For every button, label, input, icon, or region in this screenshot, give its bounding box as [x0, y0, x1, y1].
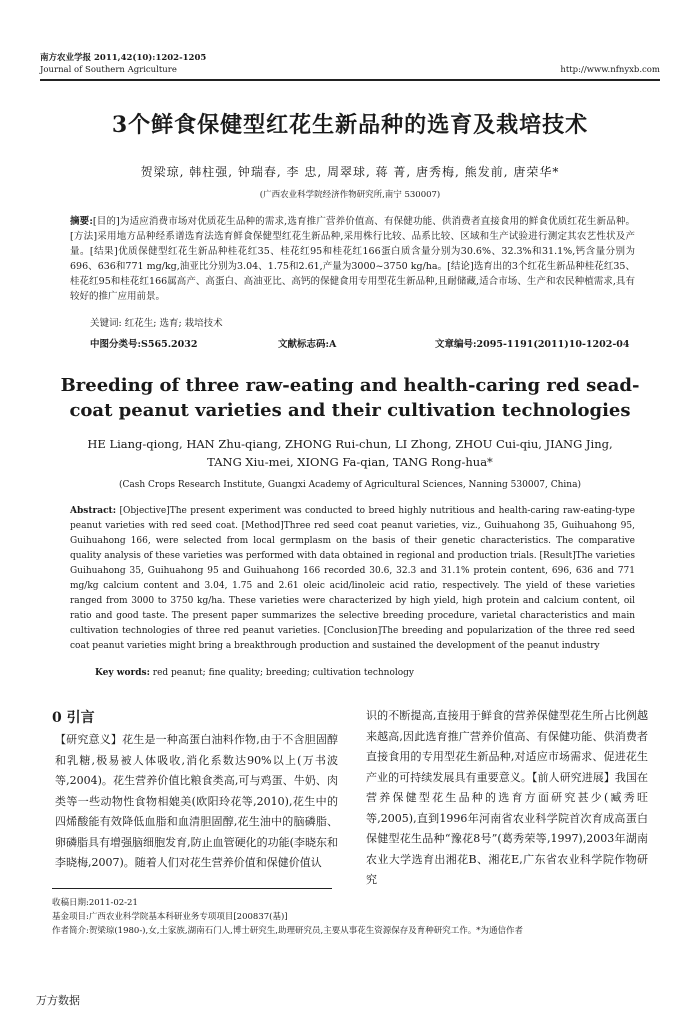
journal-volume: 2011,42(10):1202-1205 [93, 53, 207, 63]
abstract-en-label: Abstract: [70, 506, 117, 516]
journal-name-cn: 南方农业学报 [40, 53, 92, 63]
body-column-left: 【研究意义】花生是一种高蛋白油料作物,由于不含胆固醇和乳糖,极易被人体吸收,消化系数达90%以上(万书波等,2004)。花生营养价值比粮食类高,可与鸡蛋、牛奶、肉类等一些动物性食物相媲美(欧阳玲花等,2010),花生中的四烯酸能有效降低血脂和血清胆固醇,花生油中的脑磷脂、卵磷脂具有增强脑细胞发育,防止血管硬化的功能(李晓东和李晓梅,2007)。随着人们对花生营养价值和保健价值认 [55, 733, 338, 869]
paper-title-cn: 3个鲜食保健型红花生新品种的选育及栽培技术 [111, 112, 589, 138]
keywords-en-text: red peanut; fine quality; breeding; cultivation technology [152, 668, 415, 678]
footnote-divider [52, 888, 332, 889]
author-list-en: HE Liang-qiong, HAN Zhu-qiang, ZHONG Rui-chun, LI Zhong, ZHOU Cui-qiu, JIANG Jing, TANG Xiu-mei, XIONG Fa-qian, TANG Rong-hua* [87, 437, 613, 469]
fund-info: 基金项目:广西农业科学院基本科研业务专项项目[200837(基)] [52, 912, 288, 922]
affiliation-en: (Cash Crops Research Institute, Guangxi Academy of Agricultural Sciences, Nanning 530007, China) [119, 480, 581, 490]
keywords-en [95, 668, 635, 678]
keywords-cn: 关键词: 红花生; 选育; 栽培技术 [90, 318, 223, 329]
running-header [40, 52, 660, 76]
document-code: 文献标志码:A [278, 339, 337, 350]
journal-url[interactable]: http://www.nfnyxb.com [560, 65, 660, 75]
section-heading: 0 引言 [52, 710, 95, 726]
paper-title-en: Breeding of three raw-eating and health-caring red sead-coat peanut varieties and their cultivation technologies [60, 375, 640, 421]
affiliation-cn: (广西农业科学院经济作物研究所,南宁 530007) [259, 190, 441, 200]
keywords-en-label: Key words: [95, 668, 150, 678]
abstract-cn-text: [目的]为适应消费市场对优质花生品种的需求,选育推广营养价值高、有保健功能、供消费者直接食用的鲜食优质红花生新品种。[方法]采用地方品种经系谱选育法选育鲜食保健型红花生新品种,采用株行比较、品系比较、区域和生产试验进行测定其农艺性状及产量。[结果]优质保健型红花生新品种桂花红35、桂花红95和桂花红166蛋白质含量分别为30.6%、32.3%和31.1%,钙含量分别为696、636和771 mg/kg,油亚比分别为3.04、1.75和2.61,产量为3000~3750 kg/ha。[结论]选育出的3个红花生新品种桂花红35、桂花红95和桂花红166属高产、高蛋白、高油亚比、高钙的保健食用专用型花生新品种,且耐储藏,适合市场、生产和农民种植需求,具有较好的推广应用前景。 [70, 216, 636, 302]
header-journal-line [40, 52, 660, 64]
watermark: 万方数据 [36, 994, 80, 1007]
received-date: 收稿日期:2011-02-21 [52, 898, 138, 908]
header-divider [40, 79, 660, 81]
abstract-en [70, 504, 635, 654]
author-list-cn: 贺梁琼, 韩柱强, 钟瑞春, 李 忠, 周翠球, 蒋 菁, 唐秀梅, 熊发前, 唐荣华* [140, 165, 560, 179]
abstract-en-text: [Objective]The present experiment was conducted to breed highly nutritious and health-caring raw-eating-type peanut varieties with red seed coat. [Method]Three red seed coat peanut varieties, viz., Guihuahong 35, Guihuahong 95, Guihuahong 166, were selected from local germplasm on the basis of their genetic characteristics. The comparative quality analysis of these varieties was performed with data obtained in regional and production trials. [Result]The varieties Guihuahong 35, Guihuahong 95 and Guihuahong 166 recorded 30.6, 32.3 and 31.1% protein content, 696, 636 and 771 mg/kg calcium content and 3.04, 1.75 and 2.61 oleic acid/linoleic acid ratio, respectively. The yield of these varieties ranged from 3000 to 3750 kg/ha. These varieties were characterized by high yield, high protein and calcium content, oil ratio and good taste. The present paper summarizes the selective breeding procedure, varietal characteristics and main cultivation technologies of three red peanut varieties. [Conclusion]The breeding and popularization of the three red seed coat peanut varieties might bring a breakthrough production and sustained the development of the peanut industry [70, 506, 635, 651]
author-bio: 作者简介:贺梁琼(1980-),女,土家族,湖南石门人,博士研究生,助理研究员,主要从事花生资源保存及育种研究工作。*为通信作者 [52, 926, 523, 936]
footnotes [52, 896, 662, 938]
body-column-right: 识的不断提高,直接用于鲜食的营养保健型花生所占比例越来越高,因此选育推广营养价值高、有保健功能、供消费者直接食用的专用型花生新品种,对适应市场需求、促进花生产业的可持续发展具有重要意义。【前人研究进展】我国在营养保健型花生品种的选育方面研究甚少(臧秀旺等,2005),直到1996年河南省农业科学院首次育成高蛋白保健型花生品种“豫花8号”(葛秀荣等,1997),2003年湖南农业大学选育出湘花B、湘花E,广东省农业科学院作物研究 [366, 709, 648, 886]
abstract-cn [70, 214, 635, 304]
article-number: 文章编号:2095-1191(2011)10-1202-04 [435, 339, 630, 350]
clc-number: 中图分类号:S565.2032 [90, 339, 198, 350]
abstract-cn-label: 摘要: [70, 216, 93, 227]
journal-name-en: Journal of Southern Agriculture [40, 65, 177, 75]
